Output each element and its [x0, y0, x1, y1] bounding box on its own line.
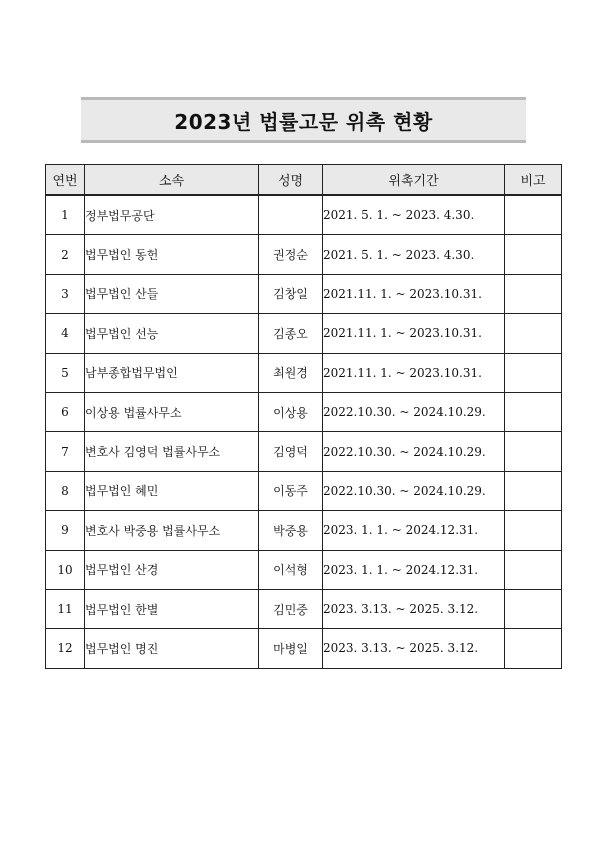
advisor-table [45, 164, 562, 669]
cell-affiliation: 변호사 박중용 법률사무소 [85, 511, 259, 550]
cell-affiliation: 변호사 김영덕 법률사무소 [85, 432, 259, 471]
header-term: 위촉기간 [323, 165, 505, 196]
cell-affiliation: 이상용 법률사무소 [85, 392, 259, 431]
cell-num: 11 [46, 589, 85, 628]
cell-note [505, 353, 562, 392]
table-row [46, 432, 562, 471]
table-row [46, 589, 562, 628]
cell-name: 김창일 [259, 274, 323, 313]
cell-note [505, 392, 562, 431]
cell-term: 2023. 3.13. ~ 2025. 3.12. [323, 629, 505, 668]
cell-name: 마병일 [259, 629, 323, 668]
cell-num: 2 [46, 235, 85, 274]
cell-note [505, 629, 562, 668]
table-row [46, 392, 562, 431]
cell-affiliation: 정부법무공단 [85, 195, 259, 235]
cell-name [259, 195, 323, 235]
cell-affiliation: 법무법인 산경 [85, 550, 259, 589]
cell-affiliation: 법무법인 산들 [85, 274, 259, 313]
table-body [46, 195, 562, 668]
cell-name: 이동주 [259, 471, 323, 510]
table-row [46, 353, 562, 392]
cell-term: 2023. 3.13. ~ 2025. 3.12. [323, 589, 505, 628]
table-row [46, 511, 562, 550]
cell-note [505, 511, 562, 550]
cell-num: 4 [46, 314, 85, 353]
table-row [46, 629, 562, 668]
cell-name: 김종오 [259, 314, 323, 353]
cell-note [505, 432, 562, 471]
cell-num: 5 [46, 353, 85, 392]
cell-name: 최원경 [259, 353, 323, 392]
cell-term: 2022.10.30. ~ 2024.10.29. [323, 471, 505, 510]
cell-name: 김민중 [259, 589, 323, 628]
cell-name: 이석형 [259, 550, 323, 589]
table-header-row [46, 165, 562, 196]
cell-num: 1 [46, 195, 85, 235]
table-row [46, 550, 562, 589]
cell-num: 3 [46, 274, 85, 313]
cell-term: 2022.10.30. ~ 2024.10.29. [323, 432, 505, 471]
cell-name: 이상용 [259, 392, 323, 431]
cell-note [505, 235, 562, 274]
cell-affiliation: 법무법인 동헌 [85, 235, 259, 274]
cell-note [505, 550, 562, 589]
cell-num: 9 [46, 511, 85, 550]
title-banner [81, 97, 526, 143]
header-note: 비고 [505, 165, 562, 196]
table-row [46, 314, 562, 353]
cell-affiliation: 법무법인 한별 [85, 589, 259, 628]
cell-affiliation: 법무법인 명진 [85, 629, 259, 668]
cell-term: 2021. 5. 1. ~ 2023. 4.30. [323, 195, 505, 235]
cell-term: 2021.11. 1. ~ 2023.10.31. [323, 274, 505, 313]
cell-num: 12 [46, 629, 85, 668]
cell-note [505, 589, 562, 628]
cell-term: 2023. 1. 1. ~ 2024.12.31. [323, 550, 505, 589]
table-row [46, 471, 562, 510]
cell-name: 박중용 [259, 511, 323, 550]
cell-term: 2021. 5. 1. ~ 2023. 4.30. [323, 235, 505, 274]
cell-num: 6 [46, 392, 85, 431]
cell-note [505, 195, 562, 235]
header-num: 연번 [46, 165, 85, 196]
cell-note [505, 314, 562, 353]
table-row [46, 235, 562, 274]
cell-num: 8 [46, 471, 85, 510]
cell-name: 권정순 [259, 235, 323, 274]
cell-name: 김영덕 [259, 432, 323, 471]
header-name: 성명 [259, 165, 323, 196]
table-row [46, 274, 562, 313]
cell-num: 7 [46, 432, 85, 471]
cell-term: 2022.10.30. ~ 2024.10.29. [323, 392, 505, 431]
cell-term: 2021.11. 1. ~ 2023.10.31. [323, 353, 505, 392]
cell-affiliation: 법무법인 선능 [85, 314, 259, 353]
cell-note [505, 471, 562, 510]
cell-affiliation: 법무법인 혜민 [85, 471, 259, 510]
page-title: 2023년 법률고문 위촉 현황 [174, 109, 433, 134]
cell-num: 10 [46, 550, 85, 589]
cell-term: 2021.11. 1. ~ 2023.10.31. [323, 314, 505, 353]
table-row [46, 195, 562, 235]
header-affiliation: 소속 [85, 165, 259, 196]
cell-term: 2023. 1. 1. ~ 2024.12.31. [323, 511, 505, 550]
cell-affiliation: 남부종합법무법인 [85, 353, 259, 392]
cell-note [505, 274, 562, 313]
